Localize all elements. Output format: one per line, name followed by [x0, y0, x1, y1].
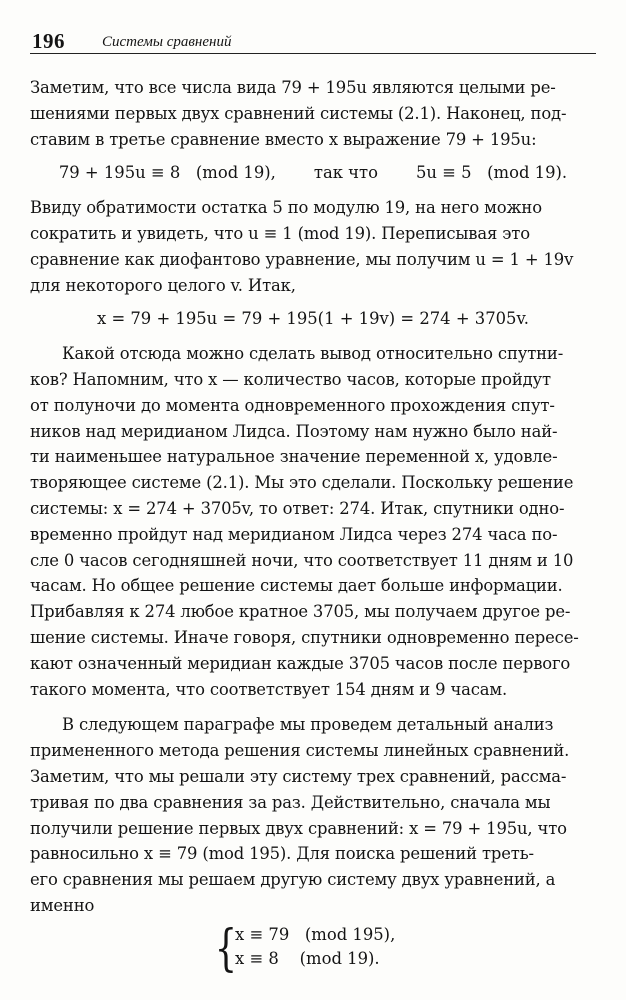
congruence-system	[30, 918, 596, 981]
text-line: временно пройдут над меридианом Лидса через 274 часа по-	[30, 524, 558, 544]
text-line: ти наименьшее натуральное значение переменной x, удовле-	[30, 447, 558, 467]
text-line: его сравнения мы решаем другую систему двух уравнений, а	[30, 870, 556, 890]
congruence-left: 79 + 195u ≡ 8 (mod 19),	[58, 163, 276, 183]
text-line: системы: x = 274 + 3705v, то ответ: 274. Итак, спутники одно-	[30, 498, 565, 518]
text-line: шениями первых двух сравнений системы (2.1). Наконец, под-	[30, 103, 567, 123]
text-line: для некоторого целого v. Итак,	[30, 275, 296, 295]
paragraph-4	[30, 712, 596, 918]
system-line-2: x ≡ 8 (mod 19).	[235, 948, 380, 968]
text-line: Какой отсюда можно сделать вывод относительно спутни-	[62, 344, 564, 364]
display-equation-2: x = 79 + 195u = 79 + 195(1 + 19v) = 274 + 3705v.	[96, 309, 529, 329]
text-line: сократить и увидеть, что u ≡ 1 (mod 19). Переписывая это	[30, 223, 530, 243]
running-title: Системы сравнений	[102, 34, 232, 50]
text-line: ников над меридианом Лидса. Поэтому нам нужно было най-	[30, 421, 558, 441]
text-line: творяющее системе (2.1). Мы это сделали. Поскольку решение	[30, 473, 574, 493]
text-line: равносильно x ≡ 79 (mod 195). Для поиска решений треть-	[30, 844, 534, 864]
paragraph-1	[30, 75, 596, 152]
text-line: В следующем параграфе мы проведем детальный анализ	[62, 715, 554, 735]
connector-text: так что	[313, 163, 378, 183]
text-line: сле 0 часов сегодняшней ночи, что соответствует 11 дням и 10	[30, 550, 574, 570]
text-line: Заметим, что все числа вида 79 + 195u являются целыми ре-	[30, 78, 556, 97]
page-header	[30, 27, 596, 57]
paragraph-3	[30, 341, 596, 702]
text-line: кают означенный меридиан каждые 3705 часов после первого	[30, 653, 571, 673]
text-line: Ввиду обратимости остатка 5 по модулю 19, на него можно	[30, 198, 542, 218]
system-line-1: x ≡ 79 (mod 195),	[235, 924, 396, 944]
text-line: Заметим, что мы решали эту систему трех сравнений, рассма-	[30, 766, 567, 786]
text-line: ков? Напомним, что x — количество часов, которые пройдут	[30, 369, 551, 389]
text-line: ставим в третье сравнение вместо x выражение 79 + 195u:	[30, 129, 537, 149]
text-line: шение системы. Иначе говоря, спутники одновременно пересе-	[30, 627, 579, 647]
congruence-right: 5u ≡ 5 (mod 19).	[415, 163, 568, 183]
text-line: получили решение первых двух сравнений: x = 79 + 195u, что	[30, 818, 567, 838]
text-line: примененного метода решения системы линейных сравнений.	[30, 741, 570, 761]
text-line: такого момента, что соответствует 154 дням и 9 часам.	[30, 679, 508, 699]
display-equation-1	[30, 160, 596, 186]
text-line: именно	[30, 895, 95, 915]
page-body	[30, 75, 596, 981]
paragraph-2	[30, 195, 596, 298]
text-line: тривая по два сравнения за раз. Действительно, сначала мы	[30, 792, 551, 812]
left-brace-icon: {	[214, 918, 238, 977]
text-line: часам. Но общее решение системы дает больше информации.	[30, 576, 563, 596]
page-number: 196	[32, 29, 65, 53]
text-line: сравнение как диофантово уравнение, мы получим u = 1 + 19v	[30, 249, 574, 269]
text-line: от полуночи до момента одновременного прохождения спут-	[30, 395, 555, 415]
header-rule	[30, 53, 596, 54]
text-line: Прибавляя к 274 любое кратное 3705, мы получаем другое ре-	[30, 602, 571, 622]
